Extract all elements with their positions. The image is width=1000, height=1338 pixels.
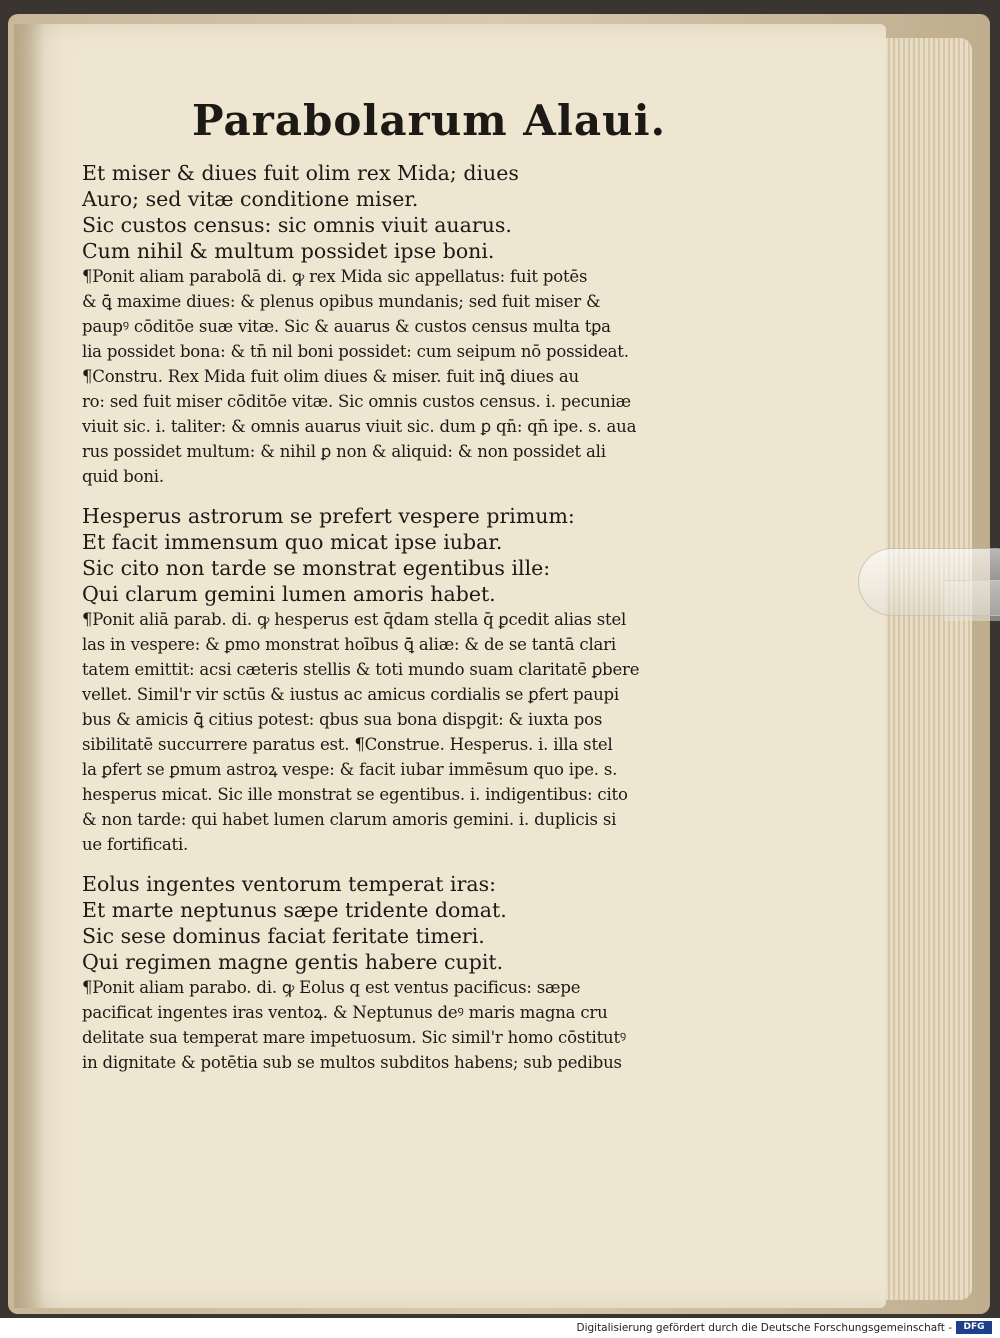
gloss-line: delitate sua temperat mare impetuosum. Sic simil'r homo cōstitutꝰ: [82, 1028, 626, 1047]
page-text: [82, 96, 722, 1089]
gloss-line: ue fortificati.: [82, 835, 189, 854]
verse-line: Et marte neptunus sæpe tridente domat.: [82, 898, 507, 922]
gloss-line: & non tarde: qui habet lumen clarum amoris gemini. i. duplicis si: [82, 810, 617, 829]
gloss-line: viuit sic. i. taliter: & omnis auarus viuit sic. dum ꝑ qn̄: qn̄ ipe. s. aua: [82, 417, 637, 436]
gloss-line: ro: sed fuit miser cōditōe vitæ. Sic omnis custos census. i. pecuniæ: [82, 392, 631, 411]
verse-line: Qui clarum gemini lumen amoris habet.: [82, 582, 496, 606]
gloss-line: rus possidet multum: & nihil ꝑ non & aliquid: & non possidet ali: [82, 442, 606, 461]
gloss-line: paupꝰ cōditōe suæ vitæ. Sic & auarus & custos census multa tꝑa: [82, 317, 611, 336]
stanza-3: [82, 871, 722, 1075]
verse-line: Qui regimen magne gentis habere cupit.: [82, 950, 504, 974]
gloss-line: ¶Ponit aliam parabo. di. ꝙ Eolus q est ventus pacificus: sæpe: [82, 978, 581, 997]
gloss-line: bus & amicis ꝗ̄ citius potest: qbus sua bona dispgit: & iuxta pos: [82, 710, 603, 729]
verse-line: Hesperus astrorum se prefert vespere primum:: [82, 504, 575, 528]
page-clip: [858, 548, 1000, 616]
verse-line: Auro; sed vitæ conditione miser.: [82, 187, 419, 211]
verse-line: Eolus ingentes ventorum temperat iras:: [82, 872, 497, 896]
spine-shadow: [14, 24, 44, 1308]
gloss-line: tatem emittit: acsi cæteris stellis & toti mundo suam claritatē ꝑbere: [82, 660, 640, 679]
verse-line: Cum nihil & multum possidet ipse boni.: [82, 239, 495, 263]
page-title: Parabolarum Alaui.: [192, 96, 667, 145]
stanza-2: [82, 503, 722, 857]
page-edges: [880, 38, 972, 1300]
gloss-line: quid boni.: [82, 467, 164, 486]
gloss-line: ¶Ponit aliam parabolā di. ꝙ rex Mida sic appellatus: fuit potēs: [82, 267, 588, 286]
verse-line: Sic cito non tarde se monstrat egentibus ille:: [82, 556, 551, 580]
verse-line: Et facit immensum quo micat ipse iubar.: [82, 530, 503, 554]
dfg-logo: DFG: [956, 1321, 992, 1334]
gloss-line: ¶Constru. Rex Mida fuit olim diues & miser. fuit inꝗ̄ diues au: [82, 367, 579, 386]
gloss-line: vellet. Simil'r vir sctūs & iustus ac amicus cordialis se ꝑfert paupi: [82, 685, 619, 704]
gloss-line: hesperus micat. Sic ille monstrat se egentibus. i. indigentibus: cito: [82, 785, 628, 804]
gloss-line: in dignitate & potētia sub se multos subditos habens; sub pedibus: [82, 1053, 622, 1072]
gloss-line: sibilitatē succurrere paratus est. ¶Construe. Hesperus. i. illa stel: [82, 735, 613, 754]
gloss-line: la ꝑfert se ꝑmum astroꝝ vespe: & facit iubar immēsum quo ipe. s.: [82, 760, 618, 779]
gloss-line: pacificat ingentes iras ventoꝝ. & Neptunus deꝰ maris magna cru: [82, 1003, 608, 1022]
digitization-credit: Digitalisierung gefördert durch die Deutsche Forschungsgemeinschaft -: [576, 1322, 952, 1334]
gloss-line: las in vespere: & ꝑmo monstrat hoībus ꝗ̄ aliæ: & de se tantā clari: [82, 635, 616, 654]
gloss-line: lia possidet bona: & tn̄ nil boni possidet: cum seipum nō possideat.: [82, 342, 629, 361]
verse-line: Et miser & diues fuit olim rex Mida; diues: [82, 161, 519, 185]
verse-line: Sic custos census: sic omnis viuit auarus.: [82, 213, 512, 237]
stanza-1: [82, 160, 722, 489]
verse-line: Sic sese dominus faciat feritate timeri.: [82, 924, 485, 948]
gloss-line: & ꝗ̄ maxime diues: & plenus opibus mundanis; sed fuit miser &: [82, 292, 601, 311]
gloss-line: ¶Ponit aliā parab. di. ꝙ hesperus est q̄dam stella q̄ ꝑcedit alias stel: [82, 610, 627, 629]
footer-bar: [0, 1318, 1000, 1338]
